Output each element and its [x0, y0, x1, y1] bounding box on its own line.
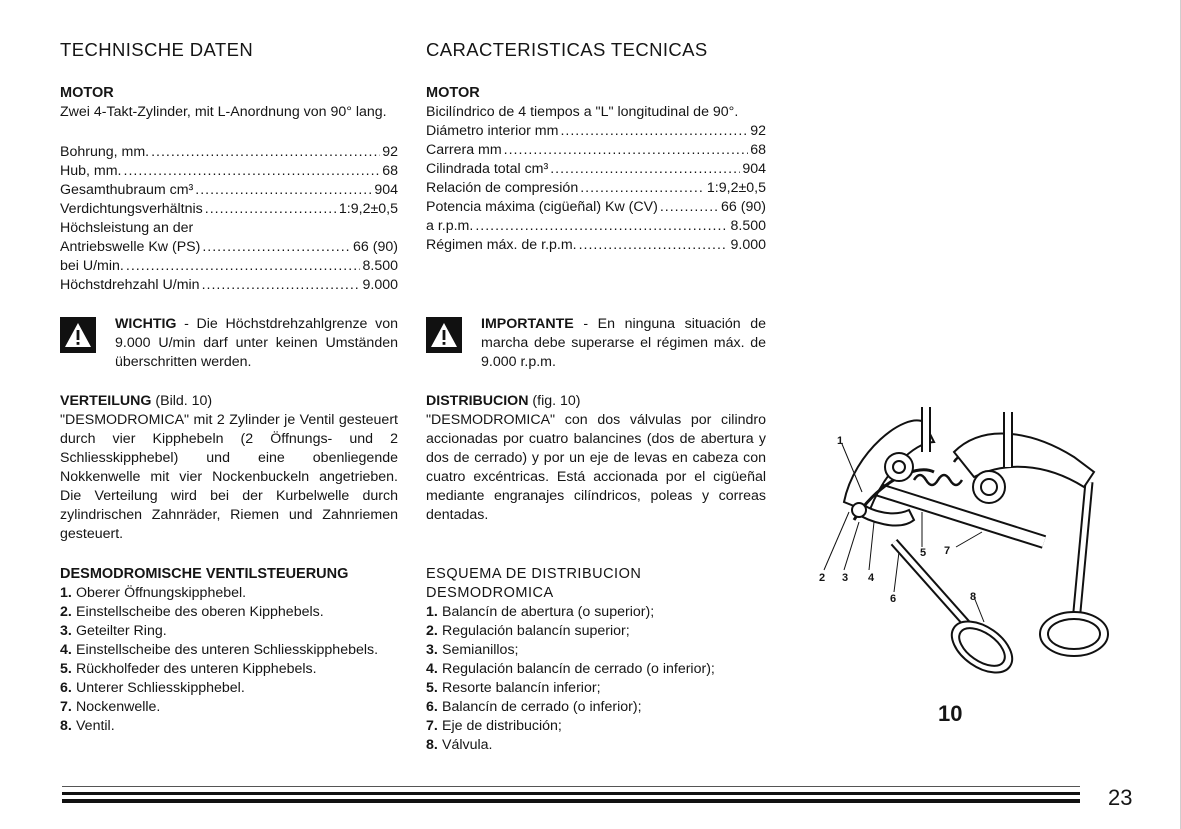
spec-value: 9.000	[730, 237, 766, 253]
spec-label: Régimen máx. de r.p.m.	[426, 237, 577, 253]
spec-value: 904	[374, 182, 398, 198]
callout-6: 6	[890, 593, 897, 605]
list-item: 1. Oberer Öffnungskipphebel.	[60, 585, 247, 601]
spanish-distribution	[426, 392, 766, 525]
distribution-ref: (Bild. 10)	[151, 393, 213, 409]
warning-label: IMPORTANTE	[481, 316, 574, 332]
list-item: 4. Regulación balancín de cerrado (o inferior);	[426, 661, 715, 677]
spec-value: 1:9,2±0,5	[706, 180, 766, 196]
german-motor-intro: Zwei 4-Takt-Zylinder, mit L-Anordnung von 90° lang.	[60, 104, 387, 120]
german-spec-table	[60, 143, 398, 295]
spec-label: Cilindrada total cm³	[426, 161, 549, 177]
callout-4: 4	[868, 572, 875, 584]
spec-value: 1:9,2±0,5	[338, 201, 398, 217]
spec-value: 9.000	[362, 277, 398, 293]
footer-rule-thick	[62, 799, 1080, 803]
spec-label: Potencia máxima (cigüeñal) Kw (CV)	[426, 199, 658, 215]
callout-2: 2	[819, 572, 826, 584]
spec-value: 66 (90)	[721, 199, 766, 215]
spec-label: Diámetro interior mm	[426, 123, 559, 139]
spec-value: 8.500	[362, 258, 398, 274]
desmo-list	[60, 584, 398, 736]
spec-value: 8.500	[730, 218, 766, 234]
spec-value: 68	[750, 142, 766, 158]
list-item: 4. Einstellscheibe des unteren Schliesskipphebels.	[60, 642, 379, 658]
spec-row	[60, 143, 398, 162]
spec-value: 92	[750, 123, 766, 139]
spec-label: Verdichtungsverhältnis	[60, 201, 203, 217]
german-desmo-section	[60, 565, 398, 736]
footer-rule-thin	[62, 786, 1080, 787]
spec-row	[60, 276, 398, 295]
spec-row	[426, 217, 766, 236]
spec-value: 904	[742, 161, 766, 177]
distribution-text: "DESMODROMICA" mit 2 Zylinder je Ventil gesteuert durch vier Kipphebeln (2 Öffnungs- und 2 Schliesskipphebel) und eine obenliegende Nokkenwelle mit vier Nockenbuckeln angetrieben. Die Verteilung wird bei der Kurbelwelle durch zylindrischen Zahnräder, Riemen und Zahnriemen gesteuert.	[60, 412, 398, 542]
list-item: 6. Balancín de cerrado (o inferior);	[426, 699, 642, 715]
distribution-ref: (fig. 10)	[528, 393, 581, 409]
warning-text: - Die Höchstdrehzahlgrenze von 9.000 U/min darf unter keinen Umständen überschritten werden.	[115, 316, 398, 370]
desmodromic-valve-illustration	[814, 392, 1114, 692]
spanish-motor-heading: MOTOR	[426, 85, 480, 101]
spanish-title: CARACTERISTICAS TECNICAS	[426, 39, 708, 60]
warning-text: - En ninguna situación de marcha debe superarse el régimen máx. de 9.000 r.p.m.	[481, 316, 766, 370]
footer-rule	[62, 792, 1080, 795]
spec-row	[426, 160, 766, 179]
spec-label: Relación de compresión	[426, 180, 579, 196]
german-title: TECHNISCHE DATEN	[60, 39, 254, 60]
spec-value: 92	[382, 144, 398, 160]
callout-1: 1	[837, 435, 844, 447]
callout-8: 8	[970, 591, 977, 603]
german-motor-heading: MOTOR	[60, 85, 114, 101]
list-item: 2. Einstellscheibe des oberen Kipphebels.	[60, 604, 324, 620]
spec-row	[60, 257, 398, 276]
spec-value: 66 (90)	[353, 239, 398, 255]
spec-row	[426, 179, 766, 198]
page-number: 23	[1108, 785, 1133, 810]
callout-5: 5	[920, 547, 927, 559]
german-warning	[60, 315, 398, 372]
spec-row	[60, 238, 398, 257]
desmo-heading: ESQUEMA DE DISTRIBUCION DESMODROMICA	[426, 566, 642, 601]
spec-label: Carrera mm	[426, 142, 502, 158]
list-item: 7. Nockenwelle.	[60, 699, 161, 715]
warning-label: WICHTIG	[115, 316, 177, 332]
distribution-heading: VERTEILUNG	[60, 393, 152, 409]
german-distribution	[60, 392, 398, 544]
list-item: 1. Balancín de abertura (o superior);	[426, 604, 655, 620]
warning-icon	[60, 317, 96, 353]
desmo-heading: DESMODROMISCHE VENTILSTEUERUNG	[60, 566, 349, 582]
spec-row	[426, 236, 766, 255]
list-item: 6. Unterer Schliesskipphebel.	[60, 680, 245, 696]
spec-row	[60, 162, 398, 181]
spec-row	[60, 200, 398, 219]
distribution-heading: DISTRIBUCION	[426, 393, 529, 409]
list-item: 3. Geteilter Ring.	[60, 623, 167, 639]
spec-label: Höchstdrehzahl U/min	[60, 277, 200, 293]
spec-row	[426, 122, 766, 141]
desmo-list	[426, 603, 766, 755]
list-item: 8. Válvula.	[426, 737, 493, 753]
spec-row	[426, 198, 766, 217]
spec-label: Gesamthubraum cm³	[60, 182, 194, 198]
spec-row	[60, 181, 398, 200]
spec-label: a r.p.m.	[426, 218, 474, 234]
list-item: 5. Resorte balancín inferior;	[426, 680, 601, 696]
spec-label: Hub, mm.	[60, 163, 122, 179]
spec-label: bei U/min.	[60, 258, 124, 274]
callout-3: 3	[842, 572, 849, 584]
spec-label: Antriebswelle Kw (PS)	[60, 239, 201, 255]
warning-icon	[426, 317, 462, 353]
spanish-desmo-section	[426, 565, 766, 755]
figure-number: 10	[938, 701, 963, 726]
callout-7: 7	[944, 545, 951, 557]
spec-row	[426, 141, 766, 160]
distribution-text: "DESMODROMICA" con dos válvulas por cilindro accionadas por cuatro balancines (dos de abertura y dos de cerrado) y por un eje de levas en cabeza con cuatro excéntricas. Está accionada por el cigüeñal mediante engranajes cilíndricos, poleas y correas dentadas.	[426, 412, 766, 523]
power-line: Höchsleistung an der	[60, 220, 194, 236]
list-item: 2. Regulación balancín superior;	[426, 623, 630, 639]
list-item: 7. Eje de distribución;	[426, 718, 562, 734]
list-item: 3. Semianillos;	[426, 642, 519, 658]
spec-value: 68	[382, 163, 398, 179]
spanish-motor-intro: Bicilíndrico de 4 tiempos a "L" longitudinal de 90°.	[426, 104, 739, 120]
list-item: 5. Rückholfeder des unteren Kipphebels.	[60, 661, 317, 677]
spanish-warning	[426, 315, 766, 372]
spanish-spec-table	[426, 122, 766, 255]
list-item: 8. Ventil.	[60, 718, 115, 734]
spec-label: Bohrung, mm.	[60, 144, 150, 160]
